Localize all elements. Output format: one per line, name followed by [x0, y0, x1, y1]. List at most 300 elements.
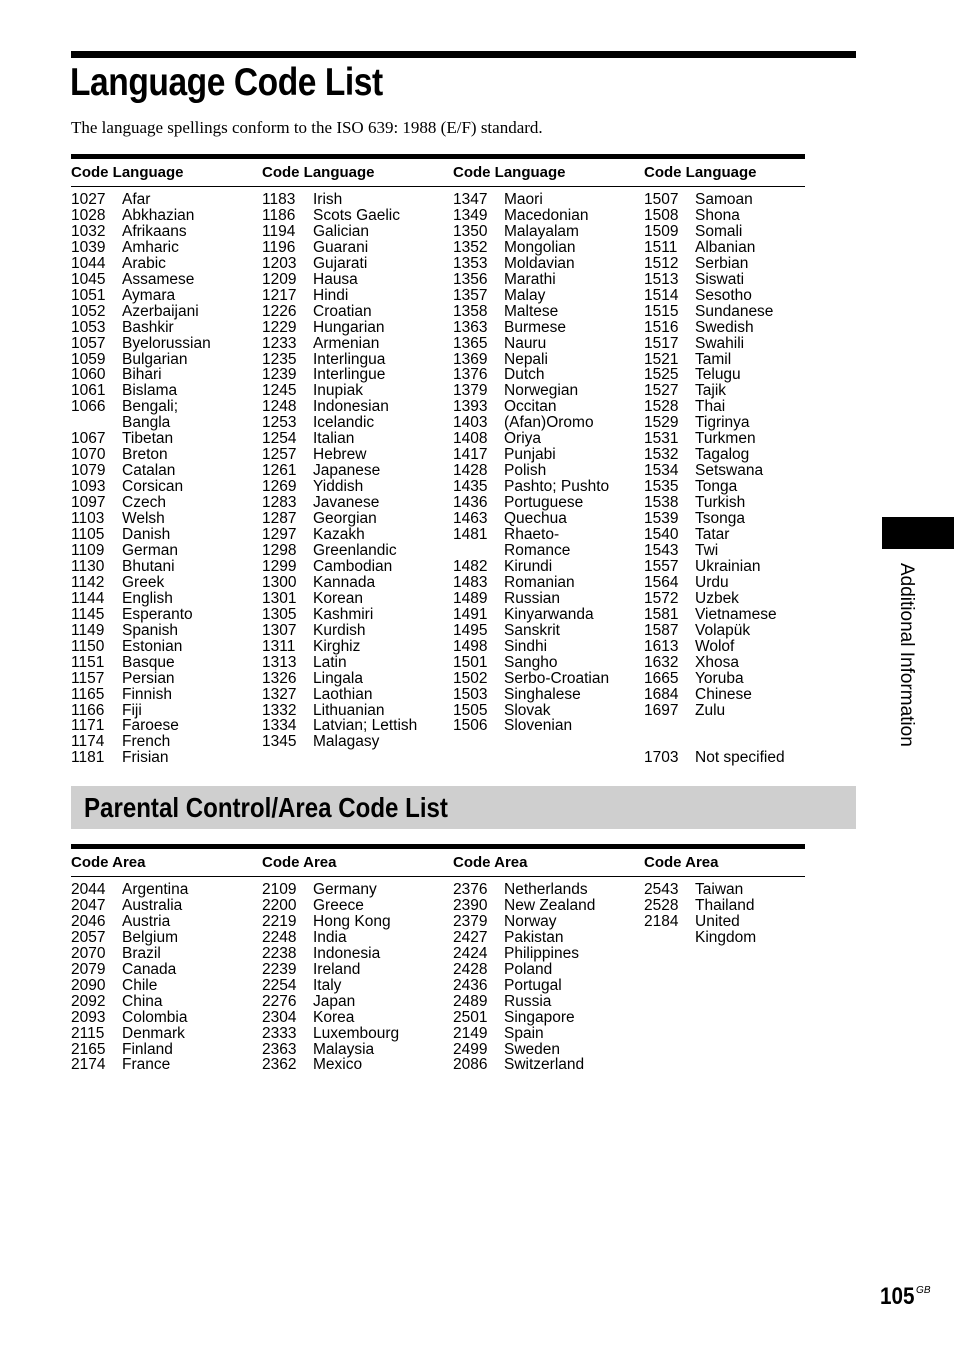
code-cell: 1060 — [71, 366, 106, 384]
name-cell: Singapore — [504, 1008, 575, 1026]
table-row — [262, 272, 417, 288]
name-cell: Twi — [695, 541, 719, 559]
code-cell: 1512 — [644, 254, 679, 272]
table-row — [453, 320, 609, 336]
name-cell — [695, 718, 699, 734]
table-row — [71, 543, 211, 559]
name-cell: Aymara — [122, 286, 176, 304]
table-row — [262, 431, 417, 447]
name-cell: Romanian — [504, 573, 575, 591]
code-cell: 2165 — [71, 1040, 106, 1058]
code-cell: 2363 — [262, 1040, 297, 1058]
table-row — [262, 623, 417, 639]
name-cell: Finnish — [122, 685, 172, 703]
name-cell: Corsican — [122, 478, 184, 496]
name-cell: Afar — [122, 191, 151, 208]
page-number-suffix: GB — [916, 1285, 931, 1296]
name-cell: Korean — [313, 589, 363, 607]
code-cell: 1514 — [644, 286, 679, 304]
name-cell: Malayalam — [504, 222, 579, 240]
table-row — [262, 463, 417, 479]
name-cell: Portuguese — [504, 494, 584, 512]
name-cell: Dutch — [504, 366, 545, 384]
code-cell: 1507 — [644, 191, 679, 208]
area-column — [644, 882, 756, 946]
table-row — [262, 671, 417, 687]
name-cell: Turkish — [695, 494, 746, 512]
table-row — [453, 1057, 595, 1073]
code-cell: 1057 — [71, 334, 106, 352]
table-row — [71, 240, 211, 256]
name-cell: Japanese — [313, 462, 381, 480]
code-cell: 1165 — [71, 685, 105, 703]
table-row — [71, 272, 211, 288]
table-row — [262, 495, 417, 511]
name-cell: English — [122, 589, 173, 607]
table-row — [644, 447, 785, 463]
table-row — [262, 1026, 399, 1042]
name-cell: Thailand — [695, 896, 755, 914]
table-row — [71, 946, 188, 962]
name-cell: Denmark — [122, 1024, 185, 1042]
name-cell: Frisian — [122, 749, 169, 767]
code-cell: 1194 — [262, 222, 296, 240]
table-row — [453, 994, 595, 1010]
table-row — [71, 224, 211, 240]
name-cell: Inupiak — [313, 382, 363, 400]
name-cell: Javanese — [313, 494, 380, 512]
table-row — [71, 415, 211, 431]
name-cell: Italian — [313, 430, 355, 448]
table-row — [71, 1042, 188, 1058]
column-header: Code Area — [644, 854, 719, 871]
name-cell: Ukrainian — [695, 557, 761, 575]
header-rule — [71, 876, 805, 877]
table-row — [644, 479, 785, 495]
name-cell: Bulgarian — [122, 350, 188, 368]
table-row — [453, 543, 609, 559]
table-row — [262, 383, 417, 399]
name-cell: Malagasy — [313, 733, 380, 751]
table-row — [262, 882, 399, 898]
table-header-row — [71, 159, 805, 186]
table-row — [71, 399, 211, 415]
code-cell: 1349 — [453, 206, 488, 224]
language-column — [644, 192, 785, 766]
code-cell: 2047 — [71, 896, 106, 914]
name-cell: Scots Gaelic — [313, 206, 401, 224]
name-cell: German — [122, 541, 178, 559]
code-cell: 2379 — [453, 912, 488, 930]
language-code-table — [71, 154, 805, 767]
table-row — [453, 336, 609, 352]
name-cell: Tamil — [695, 350, 732, 368]
table-row — [262, 304, 417, 320]
table-row — [71, 734, 211, 750]
name-cell: Setswana — [695, 462, 764, 480]
code-cell: 1376 — [453, 366, 488, 384]
table-row — [71, 607, 211, 623]
name-cell: Basque — [122, 653, 175, 671]
code-cell: 1528 — [644, 398, 679, 416]
table-row — [453, 447, 609, 463]
table-row — [453, 703, 609, 719]
code-cell: 2174 — [71, 1056, 106, 1074]
code-cell: 2362 — [262, 1056, 297, 1074]
code-cell: 1517 — [644, 334, 679, 352]
name-cell: Volapük — [695, 621, 751, 639]
table-row — [262, 898, 399, 914]
table-row — [644, 898, 756, 914]
name-cell: Romance — [504, 541, 571, 559]
code-cell: 2304 — [262, 1008, 297, 1026]
table-row — [71, 463, 211, 479]
code-cell: 1365 — [453, 334, 488, 352]
table-row — [71, 320, 211, 336]
table-row — [453, 527, 609, 543]
name-cell: Norway — [504, 912, 557, 930]
code-cell: 2109 — [262, 881, 297, 898]
table-row — [262, 256, 417, 272]
code-cell: 1508 — [644, 206, 679, 224]
table-row — [262, 479, 417, 495]
table-row — [71, 639, 211, 655]
table-row — [262, 946, 399, 962]
code-cell: 1347 — [453, 191, 488, 208]
name-cell: Maltese — [504, 302, 559, 320]
code-cell: 2376 — [453, 881, 488, 898]
code-cell: 1539 — [644, 510, 679, 528]
name-cell: Persian — [122, 669, 175, 687]
code-cell: 2086 — [453, 1056, 488, 1074]
table-row — [644, 495, 785, 511]
code-cell: 1254 — [262, 430, 297, 448]
name-cell: Russia — [504, 992, 552, 1010]
table-row — [453, 288, 609, 304]
name-cell: Zulu — [695, 701, 726, 719]
code-cell: 1334 — [262, 717, 297, 735]
code-cell: 1408 — [453, 430, 488, 448]
name-cell: Abkhazian — [122, 206, 195, 224]
name-cell: Welsh — [122, 510, 165, 528]
table-row — [71, 527, 211, 543]
name-cell: Sindhi — [504, 637, 548, 655]
name-cell — [695, 734, 699, 750]
code-cell: 1301 — [262, 589, 297, 607]
code-cell: 1313 — [262, 653, 297, 671]
table-row — [644, 320, 785, 336]
table-row — [453, 671, 609, 687]
code-cell: 2489 — [453, 992, 488, 1010]
code-cell: 1363 — [453, 318, 488, 336]
table-row — [644, 734, 785, 750]
code-cell: 1070 — [71, 446, 106, 464]
table-row — [644, 240, 785, 256]
code-cell: 1501 — [453, 653, 488, 671]
table-row — [262, 978, 399, 994]
name-cell: Greece — [313, 896, 364, 914]
area-column — [71, 882, 188, 1073]
name-cell: Bihari — [122, 366, 162, 384]
code-cell: 1428 — [453, 462, 488, 480]
code-cell: 1226 — [262, 302, 297, 320]
code-cell: 1109 — [71, 541, 105, 559]
page-title: Language Code List — [70, 61, 383, 104]
table-row — [453, 256, 609, 272]
name-cell: Russian — [504, 589, 560, 607]
code-cell: 1145 — [71, 605, 105, 623]
table-row — [71, 575, 211, 591]
name-cell: Mongolian — [504, 238, 576, 256]
table-row — [71, 511, 211, 527]
code-cell: 1299 — [262, 557, 297, 575]
name-cell: Yiddish — [313, 478, 364, 496]
name-cell: Afrikaans — [122, 222, 187, 240]
table-row — [453, 399, 609, 415]
name-cell: Burmese — [504, 318, 567, 336]
table-row — [453, 687, 609, 703]
code-cell: 1632 — [644, 653, 679, 671]
code-cell: 1358 — [453, 302, 488, 320]
name-cell: Shona — [695, 206, 740, 224]
name-cell: Swedish — [695, 318, 754, 336]
name-cell: Amharic — [122, 238, 179, 256]
name-cell: Luxembourg — [313, 1024, 400, 1042]
code-cell: 1532 — [644, 446, 679, 464]
table-row — [71, 962, 188, 978]
name-cell: Armenian — [313, 334, 380, 352]
code-cell: 1248 — [262, 398, 297, 416]
name-cell: Uzbek — [695, 589, 739, 607]
table-row — [644, 383, 785, 399]
code-cell: 1027 — [71, 191, 106, 208]
code-cell: 1297 — [262, 526, 297, 544]
table-row — [71, 898, 188, 914]
name-cell: Macedonian — [504, 206, 589, 224]
name-cell: Somali — [695, 222, 743, 240]
table-row — [71, 336, 211, 352]
code-cell: 1572 — [644, 589, 679, 607]
code-cell: 1527 — [644, 382, 679, 400]
table-row — [71, 208, 211, 224]
table-row — [71, 978, 188, 994]
name-cell: Bhutani — [122, 557, 175, 575]
code-cell: 2428 — [453, 960, 488, 978]
name-cell: Samoan — [695, 191, 753, 208]
name-cell: Gujarati — [313, 254, 368, 272]
code-cell: 2070 — [71, 944, 106, 962]
name-cell: Malay — [504, 286, 546, 304]
table-row — [644, 415, 785, 431]
language-column — [71, 192, 211, 766]
table-row — [71, 367, 211, 383]
code-cell: 1067 — [71, 430, 106, 448]
code-cell: 1350 — [453, 222, 488, 240]
table-row — [644, 352, 785, 368]
table-row — [644, 703, 785, 719]
name-cell: Kazakh — [313, 526, 365, 544]
table-row — [262, 718, 417, 734]
code-cell: 1307 — [262, 621, 297, 639]
code-cell: 2092 — [71, 992, 106, 1010]
code-cell: 1149 — [71, 621, 105, 639]
table-row — [262, 527, 417, 543]
table-row — [71, 1026, 188, 1042]
name-cell: Assamese — [122, 270, 195, 288]
table-row — [262, 639, 417, 655]
name-cell: Korea — [313, 1008, 355, 1026]
code-cell: 1540 — [644, 526, 679, 544]
name-cell: Fiji — [122, 701, 142, 719]
name-cell: Albanian — [695, 238, 756, 256]
code-cell: 1028 — [71, 206, 106, 224]
code-cell: 1233 — [262, 334, 297, 352]
table-row — [262, 447, 417, 463]
table-row — [262, 655, 417, 671]
table-row — [71, 192, 211, 208]
code-cell: 1369 — [453, 350, 488, 368]
name-cell: Quechua — [504, 510, 567, 528]
name-cell: French — [122, 733, 171, 751]
code-cell: 1103 — [71, 510, 105, 528]
table-row — [644, 224, 785, 240]
name-cell: Mexico — [313, 1056, 363, 1074]
name-cell: Czech — [122, 494, 166, 512]
name-cell: Irish — [313, 191, 343, 208]
name-cell: Lingala — [313, 669, 363, 687]
table-row — [453, 623, 609, 639]
table-row — [71, 914, 188, 930]
table-row — [453, 591, 609, 607]
name-cell: Estonian — [122, 637, 183, 655]
table-row — [262, 288, 417, 304]
code-cell: 1506 — [453, 717, 488, 735]
table-row — [262, 962, 399, 978]
table-row — [644, 639, 785, 655]
code-cell: 1253 — [262, 414, 297, 432]
name-cell: Italy — [313, 976, 342, 994]
table-row — [453, 208, 609, 224]
code-cell: 1543 — [644, 541, 679, 559]
table-row — [453, 240, 609, 256]
code-cell: 2046 — [71, 912, 106, 930]
name-cell: Catalan — [122, 462, 176, 480]
table-row — [262, 1010, 399, 1026]
name-cell: Chile — [122, 976, 158, 994]
code-cell: 1283 — [262, 494, 297, 512]
section-title: Parental Control/Area Code List — [84, 792, 448, 823]
name-cell: Poland — [504, 960, 553, 978]
name-cell: Netherlands — [504, 881, 588, 898]
name-cell: Breton — [122, 446, 168, 464]
name-cell: Rhaeto- — [504, 526, 560, 544]
table-row — [262, 511, 417, 527]
table-row — [71, 655, 211, 671]
code-cell: 1209 — [262, 270, 297, 288]
name-cell: Tagalog — [695, 446, 750, 464]
code-cell: 1171 — [71, 717, 105, 735]
column-header: Code Area — [262, 854, 337, 871]
table-row — [262, 575, 417, 591]
code-cell: 1417 — [453, 446, 488, 464]
name-cell: Galician — [313, 222, 369, 240]
name-cell: Esperanto — [122, 605, 193, 623]
table-row — [644, 256, 785, 272]
name-cell: Occitan — [504, 398, 557, 416]
code-cell: 1498 — [453, 637, 488, 655]
name-cell: Hungarian — [313, 318, 385, 336]
table-row — [71, 750, 211, 766]
code-cell: 1183 — [262, 191, 296, 208]
code-cell: 1483 — [453, 573, 488, 591]
table-row — [71, 1057, 188, 1073]
code-cell: 1403 — [453, 414, 488, 432]
code-cell: 1039 — [71, 238, 106, 256]
code-cell: 1345 — [262, 733, 297, 751]
code-cell: 1534 — [644, 462, 679, 480]
name-cell: Bangla — [122, 414, 171, 432]
code-cell: 1066 — [71, 398, 106, 416]
name-cell: Byelorussian — [122, 334, 211, 352]
table-row — [453, 479, 609, 495]
name-cell: Kannada — [313, 573, 376, 591]
code-cell: 1436 — [453, 494, 488, 512]
name-cell: Lithuanian — [313, 701, 385, 719]
table-row — [644, 192, 785, 208]
table-row — [262, 367, 417, 383]
name-cell: Urdu — [695, 573, 729, 591]
code-cell: 1491 — [453, 605, 488, 623]
code-cell: 1287 — [262, 510, 297, 528]
table-row — [262, 240, 417, 256]
table-row — [71, 703, 211, 719]
code-cell: 2248 — [262, 928, 297, 946]
name-cell: Cambodian — [313, 557, 393, 575]
code-cell: 2543 — [644, 881, 679, 898]
code-cell: 1538 — [644, 494, 679, 512]
code-cell: 1105 — [71, 526, 105, 544]
column-header: Code Language — [453, 164, 566, 181]
table-row — [453, 639, 609, 655]
name-cell: Xhosa — [695, 653, 739, 671]
table-row — [453, 655, 609, 671]
name-cell: Pakistan — [504, 928, 564, 946]
code-cell: 1515 — [644, 302, 679, 320]
code-cell: 2254 — [262, 976, 297, 994]
table-row — [71, 479, 211, 495]
code-cell: 1174 — [71, 733, 105, 751]
code-cell: 2044 — [71, 881, 106, 898]
code-cell: 2090 — [71, 976, 106, 994]
table-row — [453, 463, 609, 479]
name-cell: France — [122, 1056, 171, 1074]
code-cell: 1166 — [71, 701, 105, 719]
table-row — [262, 320, 417, 336]
table-row — [71, 256, 211, 272]
table-row — [453, 607, 609, 623]
name-cell: Japan — [313, 992, 356, 1010]
name-cell: Switzerland — [504, 1056, 585, 1074]
code-cell: 1356 — [453, 270, 488, 288]
table-row — [644, 367, 785, 383]
name-cell: Spain — [504, 1024, 544, 1042]
name-cell: Kirundi — [504, 557, 553, 575]
table-row — [262, 399, 417, 415]
name-cell: Hindi — [313, 286, 349, 304]
name-cell: Vietnamese — [695, 605, 777, 623]
table-row — [644, 687, 785, 703]
code-cell: 1665 — [644, 669, 679, 687]
